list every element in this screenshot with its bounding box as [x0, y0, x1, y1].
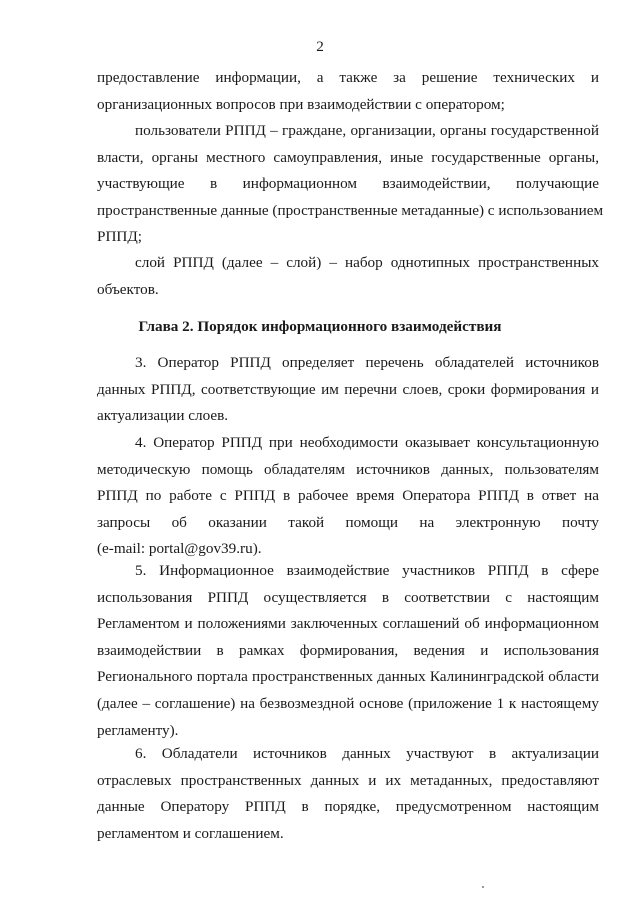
text-line: регламенту). [97, 721, 179, 739]
text-line: (e-mail: portal@gov39.ru). [97, 540, 262, 558]
text-line: отраслевых пространственных данных и их метаданных, предоставляют [97, 771, 599, 789]
text-line: РППД по работе с РППД в рабочее время Оператора РППД в ответ на [97, 487, 599, 505]
text-line: пользователи РППД – граждане, организации, органы государственной [135, 122, 599, 139]
text-line: пространственные данные (пространственные метаданные) с использованием [97, 201, 604, 219]
text-line: данных РППД, соответствующие им перечни слоев, сроки формирования и [97, 380, 599, 398]
text-line: объектов. [97, 280, 159, 298]
text-line: РППД; [97, 228, 142, 246]
text-line: методическую помощь обладателям источников данных, пользователям [97, 460, 599, 478]
paragraph [97, 430, 599, 563]
text-line: 6. Обладатели источников данных участвуют в актуализации [135, 745, 599, 762]
text-line: регламентом и соглашением. [97, 824, 284, 842]
scan-speck [482, 886, 484, 888]
text-line: слой РППД (далее – слой) – набор однотипных пространственных [135, 254, 599, 271]
text-line: Регламентом и положениями заключенных соглашений об информационном [97, 615, 599, 633]
text-line: власти, органы местного самоуправления, иные государственные органы, [97, 148, 599, 166]
text-line: 3. Оператор РППД определяет перечень обладателей источников [135, 354, 599, 371]
text-line: 5. Информационное взаимодействие участников РППД в сфере [135, 562, 599, 579]
text-line: Регионального портала пространственных данных Калининградской области [97, 668, 599, 686]
paragraph [97, 558, 599, 744]
paragraph [97, 741, 599, 847]
text-line: (далее – соглашение) на безвозмездной основе (приложение 1 к настоящему [97, 694, 599, 712]
text-line: данные Оператору РППД в порядке, предусмотренном настоящим [97, 798, 599, 816]
text-line: участвующие в информационном взаимодействии, получающие [97, 175, 599, 193]
text-line: актуализации слоев. [97, 407, 229, 425]
paragraph [97, 65, 599, 118]
paragraph [97, 250, 599, 303]
text-line: использования РППД осуществляется в соответствии с настоящим [97, 588, 599, 606]
text-line: предоставление информации, а также за решение технических и [97, 69, 599, 86]
text-line: взаимодействии в рамках формирования, ведения и использования [97, 641, 599, 659]
text-line: организационных вопросов при взаимодействии с оператором; [97, 95, 505, 113]
paragraph [97, 118, 604, 251]
page-number: 2 [316, 38, 324, 55]
paragraph [97, 350, 599, 430]
text-line: запросы об оказании такой помощи на электронную почту [97, 513, 599, 531]
text-line: 4. Оператор РППД при необходимости оказывает консультационную [135, 434, 599, 451]
chapter-heading: Глава 2. Порядок информационного взаимодействия [138, 318, 502, 335]
